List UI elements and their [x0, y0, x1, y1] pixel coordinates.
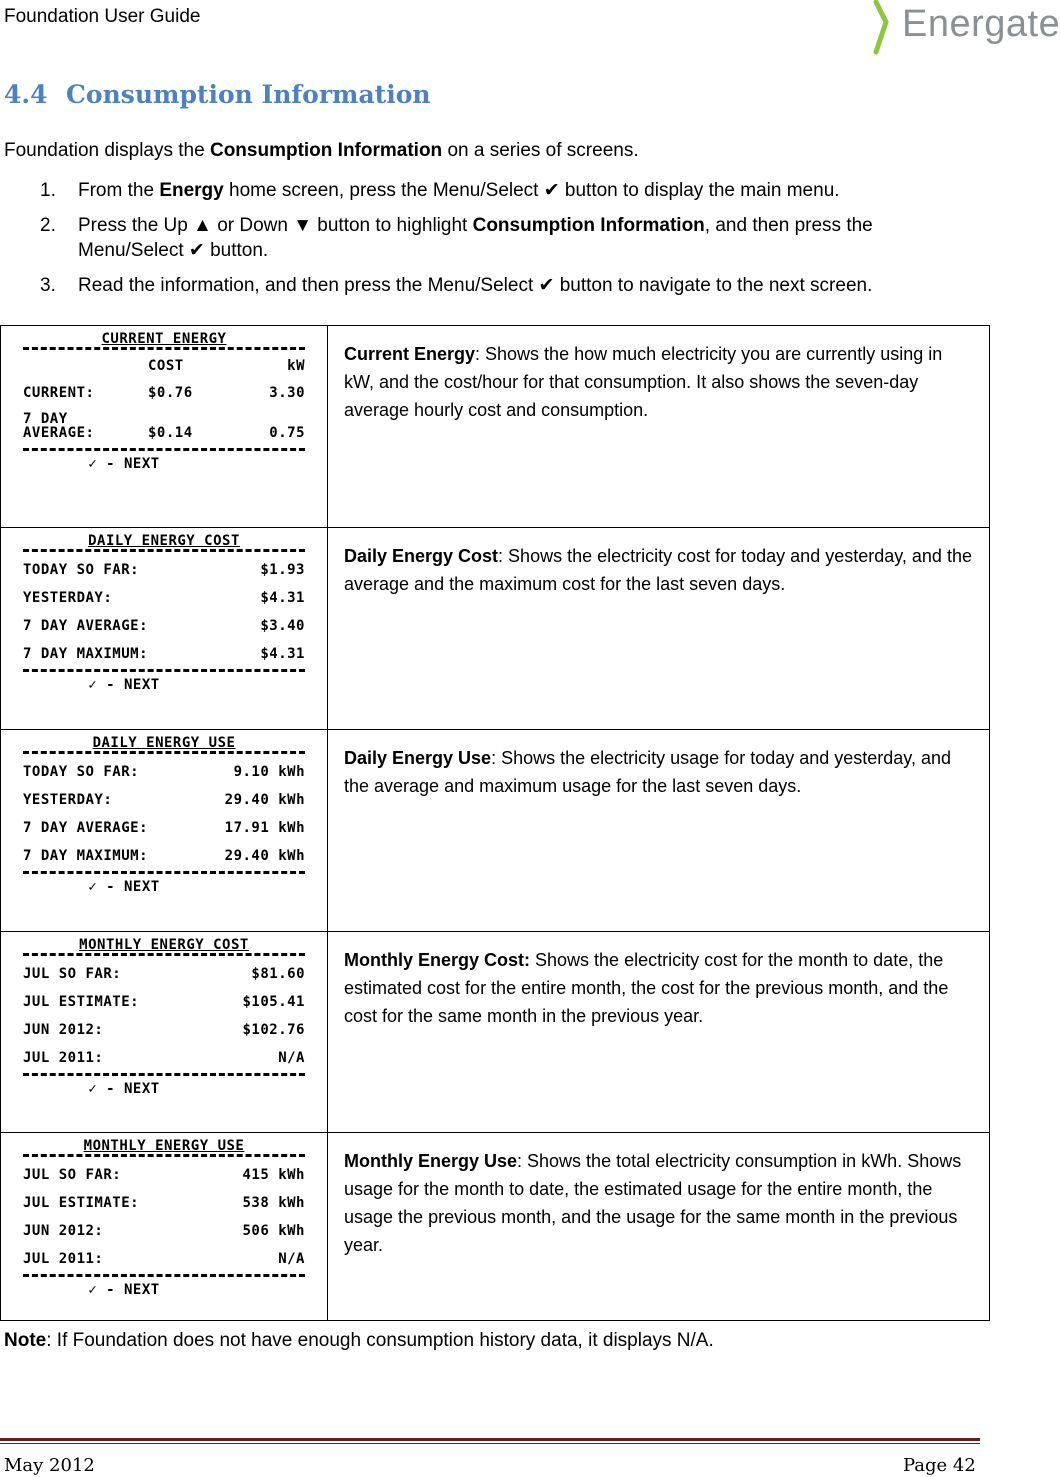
lcd-row-value: N/A	[278, 1251, 305, 1267]
lcd-row-value: 29.40 kWh	[224, 848, 305, 864]
intro-bold: Consumption Information	[209, 140, 443, 161]
lcd-row-label: 7 DAY	[23, 411, 68, 427]
lcd-row-label: AVERAGE:	[23, 425, 95, 441]
lcd-title: MONTHLY ENERGY USE	[83, 1138, 245, 1154]
lcd-divider	[23, 549, 305, 552]
lcd-row-value: 3.30	[269, 385, 305, 401]
table-row	[1, 932, 990, 1133]
lcd-next-label: ✓ - NEXT	[88, 456, 160, 472]
step-number: 2.	[40, 215, 56, 236]
lcd-title: CURRENT ENERGY	[101, 331, 227, 347]
lcd-title: DAILY ENERGY USE	[92, 735, 236, 751]
lcd-row-value: $102.76	[242, 1022, 305, 1038]
logo-wordmark: Energate	[902, 3, 1060, 45]
lcd-row-value: $4.31	[260, 590, 305, 606]
section-number: 4.4	[4, 80, 48, 109]
step-text: Read the information, and then press the Menu/Select ✔ button to navigate to the next screen.	[78, 275, 873, 296]
lcd-row-value: 538 kWh	[242, 1195, 305, 1211]
lcd-row-value: 415 kWh	[242, 1167, 305, 1183]
lcd-screen-monthly-energy-use	[1, 1133, 328, 1321]
lcd-row-label: JUN 2012:	[23, 1022, 104, 1038]
lcd-row-value: $3.40	[260, 618, 305, 634]
screens-table	[0, 325, 990, 1321]
lcd-row-label: TODAY SO FAR:	[23, 764, 140, 780]
lcd-divider	[23, 1274, 305, 1277]
desc-text: : Shows the total electricity consumption in kWh. Shows usage for the month to date, the estimated usage for the entire month, the usage the previous month, and the usage for the same month in the previous year.	[344, 1151, 962, 1255]
lcd-row-label: JUL 2011:	[23, 1251, 104, 1267]
lcd-title: MONTHLY ENERGY COST	[79, 937, 249, 953]
lcd-divider	[23, 1154, 305, 1157]
desc-term: Monthly Energy Use	[344, 1151, 518, 1171]
lcd-divider	[23, 871, 305, 874]
lcd-row-label: JUN 2012:	[23, 1223, 104, 1239]
lcd-next-label: ✓ - NEXT	[88, 677, 160, 693]
chevron-logo-icon	[868, 0, 898, 56]
description-cell	[328, 1133, 990, 1321]
note-label: Note	[4, 1330, 47, 1351]
intro-text-end: on a series of screens.	[442, 140, 639, 161]
desc-text: : Shows the electricity cost for today and yesterday, and the average and the maximum cost for the last seven days.	[344, 546, 972, 594]
lcd-row-value: 0.75	[269, 425, 305, 441]
lcd-divider	[23, 953, 305, 956]
lcd-row-value: $81.60	[251, 966, 305, 982]
lcd-screen-daily-energy-use	[1, 730, 328, 932]
note-paragraph	[4, 1330, 714, 1352]
desc-term: Daily Energy Cost	[344, 546, 499, 566]
step-bold: Consumption Information	[472, 215, 705, 236]
lcd-row-label: YESTERDAY:	[23, 590, 113, 606]
lcd-screen-current-energy	[1, 326, 328, 528]
lcd-divider	[23, 669, 305, 672]
step-item	[40, 213, 980, 263]
lcd-screen-monthly-energy-cost	[1, 932, 328, 1133]
document-header-title: Foundation User Guide	[4, 6, 201, 27]
lcd-row-label: 7 DAY MAXIMUM:	[23, 848, 149, 864]
step-item	[40, 273, 980, 298]
description-cell	[328, 730, 990, 932]
lcd-col-kw: kW	[287, 358, 305, 374]
lcd-row-label: 7 DAY AVERAGE:	[23, 820, 149, 836]
desc-term: Current Energy	[344, 344, 476, 364]
description-cell	[328, 932, 990, 1133]
footer-date: May 2012	[4, 1455, 95, 1476]
lcd-row-value: $0.14	[148, 425, 193, 441]
lcd-row-label: CURRENT:	[23, 385, 95, 401]
step-text: From the	[78, 180, 160, 201]
lcd-row-label: 7 DAY MAXIMUM:	[23, 646, 149, 662]
lcd-row-label: JUL ESTIMATE:	[23, 1195, 140, 1211]
lcd-row-value: N/A	[278, 1050, 305, 1066]
lcd-row-value: $1.93	[260, 562, 305, 578]
section-title: Consumption Information	[66, 80, 431, 109]
lcd-row-value: $0.76	[148, 385, 193, 401]
lcd-screen-daily-energy-cost	[1, 528, 328, 730]
table-row	[1, 730, 990, 932]
lcd-divider	[23, 448, 305, 451]
step-number: 1.	[40, 180, 56, 201]
step-number: 3.	[40, 275, 56, 296]
lcd-row-value: 29.40 kWh	[224, 792, 305, 808]
table-row	[1, 528, 990, 730]
lcd-divider	[23, 1073, 305, 1076]
description-cell	[328, 326, 990, 528]
section-heading	[4, 80, 431, 109]
desc-text: Shows the electricity cost for the month to date, the estimated cost for the entire month, the cost for the previous month, and the cost for the same month in the previous year.	[344, 950, 949, 1026]
lcd-row-label: JUL SO FAR:	[23, 966, 122, 982]
desc-text: : Shows the electricity usage for today and yesterday, and the average and maximum usage for the last seven days.	[344, 748, 952, 796]
description-cell	[328, 528, 990, 730]
intro-text: Foundation displays the	[4, 140, 210, 161]
step-text: home screen, press the Menu/Select ✔ button to display the main menu.	[223, 180, 840, 201]
table-row	[1, 1133, 990, 1321]
step-item	[40, 178, 980, 203]
lcd-row-value: $105.41	[242, 994, 305, 1010]
footer-page-number: Page 42	[903, 1455, 976, 1476]
step-bold: Energy	[159, 180, 224, 201]
intro-paragraph	[4, 140, 639, 162]
lcd-row-value: 9.10 kWh	[233, 764, 305, 780]
desc-text: : Shows the how much electricity you are currently using in kW, and the cost/hour for that consumption. It also shows the seven-day average hourly cost and consumption.	[344, 344, 943, 420]
lcd-row-label: JUL SO FAR:	[23, 1167, 122, 1183]
lcd-next-label: ✓ - NEXT	[88, 879, 160, 895]
energate-logo	[868, 0, 1060, 56]
desc-term: Monthly Energy Cost:	[344, 950, 531, 970]
lcd-col-cost: COST	[148, 358, 184, 374]
footer-rule	[0, 1438, 980, 1444]
lcd-row-value: 506 kWh	[242, 1223, 305, 1239]
lcd-next-label: ✓ - NEXT	[88, 1081, 160, 1097]
steps-list	[40, 178, 980, 308]
lcd-row-label: YESTERDAY:	[23, 792, 113, 808]
lcd-row-label: TODAY SO FAR:	[23, 562, 140, 578]
lcd-title: DAILY ENERGY COST	[88, 533, 240, 549]
lcd-row-label: JUL ESTIMATE:	[23, 994, 140, 1010]
lcd-next-label: ✓ - NEXT	[88, 1282, 160, 1298]
table-row	[1, 326, 990, 528]
lcd-row-label: JUL 2011:	[23, 1050, 104, 1066]
desc-term: Daily Energy Use	[344, 748, 492, 768]
note-text: : If Foundation does not have enough consumption history data, it displays N/A.	[46, 1330, 714, 1351]
lcd-row-value: 17.91 kWh	[224, 820, 305, 836]
lcd-divider	[23, 347, 305, 350]
lcd-row-label: 7 DAY AVERAGE:	[23, 618, 149, 634]
step-text: , and then press the Menu/Select ✔ button.	[78, 215, 873, 261]
lcd-divider	[23, 751, 305, 754]
lcd-row-value: $4.31	[260, 646, 305, 662]
step-text: Press the Up ▲ or Down ▼ button to highlight	[78, 215, 473, 236]
